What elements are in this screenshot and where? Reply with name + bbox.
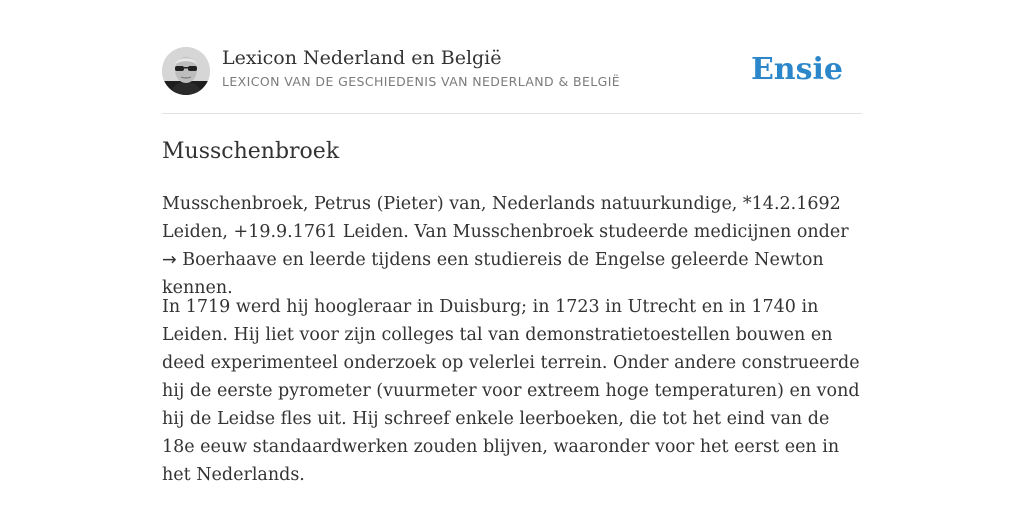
- entry-paragraph-1: [162, 190, 862, 302]
- site-title[interactable]: Lexicon Nederland en België: [222, 47, 502, 69]
- paragraph-1-text: Musschenbroek, Petrus (Pieter) van, Nederlands natuurkundige, *14.2.1692 Leiden, +19.9.1761 Leiden. Van Musschenbroek studeerde medicijnen onder: [162, 194, 849, 242]
- site-subtitle: LEXICON VAN DE GESCHIEDENIS VAN NEDERLAND & BELGIË: [222, 74, 621, 89]
- link-arrow-icon: →: [162, 250, 177, 270]
- author-portrait-icon[interactable]: [162, 47, 210, 95]
- boerhaave-link[interactable]: Boerhaave: [182, 250, 277, 270]
- entry-paragraph-2: In 1719 werd hij hoogleraar in Duisburg; in 1723 in Utrecht en in 1740 in Leiden. Hij liet voor zijn colleges tal van demonstratietoestellen bouwen en deed experimenteel onderzoek op velerlei terrein. Onder andere construeerde hij de eerste pyrometer (vuurmeter voor extreem hoge temperaturen) en vond hij de Leidse fles uit. Hij schreef enkele leerboeken, die tot het eind van de 18e eeuw standaardwerken zouden blijven, waaronder voor het eerst een in het Nederlands.: [162, 297, 860, 485]
- page: [162, 0, 862, 512]
- entry-title: Musschenbroek: [162, 139, 340, 164]
- ensie-logo[interactable]: Ensie: [750, 52, 843, 87]
- site-header: [162, 46, 862, 96]
- header-divider: [162, 113, 862, 114]
- paragraph-1-text-end: en leerde tijdens een studiereis de Engelse geleerde Newton kennen.: [162, 250, 824, 298]
